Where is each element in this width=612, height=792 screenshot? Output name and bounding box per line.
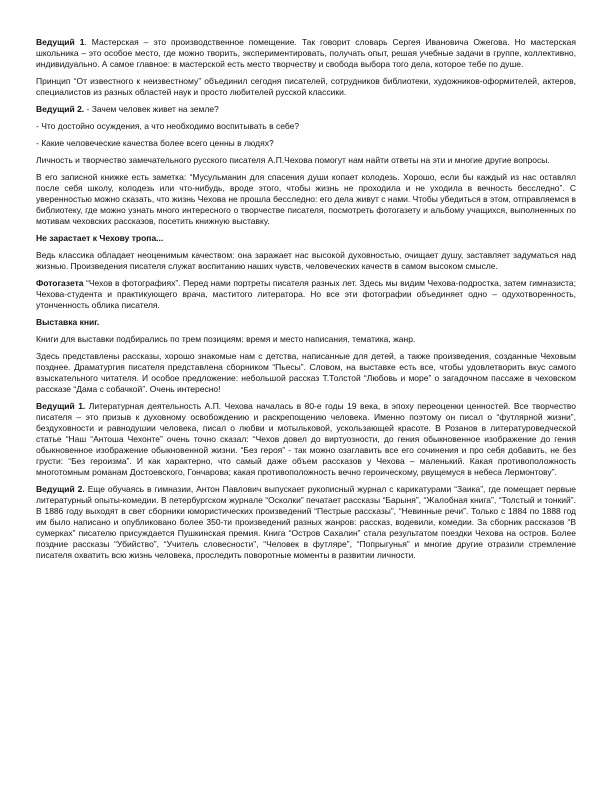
paragraph-3	[36, 104, 576, 115]
paragraph-12	[36, 334, 576, 345]
paragraph-text: Еще обучаясь в гимназии, Антон Павлович выпускает рукописный журнал с карикатурами “Заика”, где помещает первые литературный опыты-комедии. В петербургском журнале “Осколки” печатает рассказы “Барыня”, “Жалобная книга”, “Толстый и тонкий”. В 1886 году выходят в свет сборники юмористических произведений “Пестрые рассказы”, “Невинные речи”. Только с 1884 по 1888 год им было написано и опубликовано более 350-ти произведений разных жанров: рассказ, водевили, комедии. За сборник рассказов “В сумерках” писателю присуждается Пушкинская премия. Книга “Остров Сахалин” стала результатом поездки Чехова на остров. Более поздние рассказы “Убийство”, “Учитель словесности”, “Человек в футляре”, “Попрыгунья” и многие другие отразили стремление писателя охватить всю жизнь человека, проследить поворотные моменты в развитии личности.	[36, 484, 576, 560]
paragraph-13	[36, 351, 576, 395]
paragraph-7	[36, 172, 576, 227]
paragraph-text: - Что достойно осуждения, а что необходимо воспитывать в себе?	[36, 121, 300, 131]
speaker-label: Ведущий 2.	[36, 104, 85, 114]
section-heading-path: Не зарастает к Чехову тропа...	[36, 233, 164, 243]
paragraph-6	[36, 155, 576, 166]
paragraph-15	[36, 484, 576, 561]
document-page	[36, 37, 576, 567]
paragraph-text: - Какие человеческие качества более всего ценны в людях?	[36, 138, 274, 148]
paragraph-text: Книги для выставки подбирались по трем позициям: время и место написания, тематика, жанр.	[36, 334, 416, 344]
paragraph-2	[36, 76, 576, 98]
speaker-label: Ведущий 1	[36, 37, 85, 47]
paragraph-text: - Зачем человек живет на земле?	[84, 104, 219, 114]
speaker-label: Ведущий 2.	[36, 484, 85, 494]
paragraph-10	[36, 278, 576, 311]
paragraph-text: В его записной книжке есть заметка: “Мусульманин для спасения души копает колодезь. Хорошо, если бы каждый из нас оставлял после себя школу, колодезь или что-нибудь, вроде этого, чтобы жизнь не проходила и не уходила в вечность бесследно”. С уверенностью можно сказать, что жизнь Чехова не прошла бесследно: его дела живут с нами. Чтобы убедиться в этом, отправляемся в библиотеку, где можно узнать много интересного о творчестве писателя, посмотреть фотогазету и альбому учащихся, выполненных по мотивам чеховских рассказов, посетить книжную выставку.	[36, 172, 576, 226]
paragraph-4	[36, 121, 576, 132]
paragraph-text: Принцип “От известного к неизвестному” объединил сегодня писателей, сотрудников библиотеки, художников-оформителей, актеров, специалистов из разных областей наук и просто любителей русской классики.	[36, 76, 576, 97]
section-heading-exhibition: Выставка книг.	[36, 317, 100, 327]
photo-newspaper-label: Фотогазета	[36, 278, 84, 288]
paragraph-text: Личность и творчество замечательного русского писателя А.П.Чехова помогут нам найти ответы на эти и многие другие вопросы.	[36, 155, 550, 165]
paragraph-14	[36, 401, 576, 478]
paragraph-text: “Чехов в фотографиях”. Перед нами портреты писателя разных лет. Здесь мы видим Чехова-подростка, затем гимназиста; Чехова-студента и практикующего врача, маститого литератора. Но все эти фотографии объединяет одно – одухотворенность, утонченность облика писателя.	[36, 278, 576, 310]
paragraph-text: Здесь представлены рассказы, хорошо знакомые нам с детства, написанные для детей, а также произведения, созданные Чеховым позднее. Драматургия писателя представлена сборником “Пьесы”. Словом, на выставке есть все, чтобы удовлетворить вкус самого взыскательного читателя. И особое предложение: небольшой рассказ Т.Толстой “Любовь и море” о загадочном пассаже в чеховском рассказе “Дама с собачкой”. Очень интересно!	[36, 351, 576, 394]
paragraph-text: Литературная деятельность А.П. Чехова началась в 80-е годы 19 века, в эпоху переоценки ценностей. Все творчество писателя – это призыв к духовному освобождению и раскрепощению человека. Именно поэтому он писал о “футлярной жизни”, бездуховности и равнодушии человека, писал о любви и мотыльковой, ускользающей красоте. В Розанов в литературоведческой статье “Наш “Антоша Чехонте” очень точно сказал: “Чехов довел до виртуозности, до гения обыкновенное изображение до гения обыкновенное изображение обыкновенной жизни. “Без героя” - так можно озаглавить все его сочинения и про себя добавить, не без грусти: “Без героизма”. И как характерно, что самый даже объем рассказов у Чехова – маленький. Какая противоположность многотомным романам Достоевского, Гончарова; какая противоположность вечно героическому, рвущемуся в небеса Лермонтову”.	[36, 401, 576, 477]
paragraph-5	[36, 138, 576, 149]
speaker-label: Ведущий 1.	[36, 401, 86, 411]
paragraph-1	[36, 37, 576, 70]
paragraph-text: Ведь классика обладает неоценимым качеством: она заражает нас высокой духовностью, очищает душу, заставляет задуматься над жизнью. Произведения писателя служат воспитанию наших чувств, человеческих качеств в самом высоком смысле.	[36, 250, 576, 271]
paragraph-9	[36, 250, 576, 272]
paragraph-text: . Мастерская – это производственное помещение. Так говорит словарь Сергея Ивановича Ожегова. Но мастерская школьника – это особое место, где можно творить, экспериментировать, получать опыт, решая учебные задачи в группе, коллективно, индивидуально. А самое главное: в мастерской есть место творчеству и свобода выбора того дела, которое тебе по душе.	[36, 37, 576, 69]
